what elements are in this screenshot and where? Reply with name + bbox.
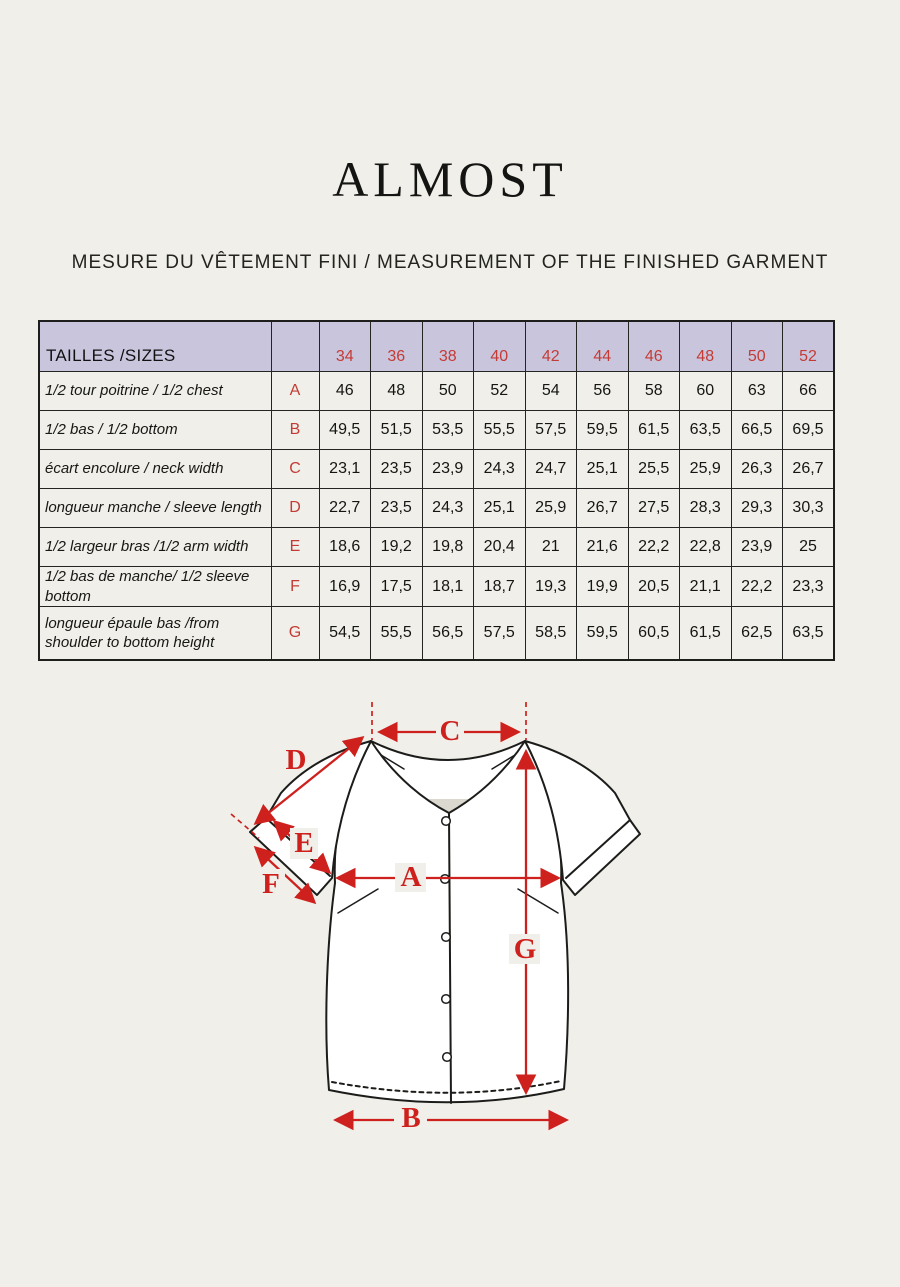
measurement-value: 22,7	[319, 489, 371, 528]
measurement-letter: E	[271, 528, 319, 567]
measurement-value: 19,2	[371, 528, 423, 567]
measurement-row-g	[39, 607, 834, 661]
measurement-value: 49,5	[319, 411, 371, 450]
label-c: C	[439, 715, 461, 747]
size-column-header: 44	[577, 321, 629, 372]
measurement-value: 52	[474, 372, 526, 411]
measurement-value: 25,9	[525, 489, 577, 528]
shirt-body	[326, 741, 568, 1102]
brand-title: ALMOST	[332, 151, 568, 207]
size-column-header: 40	[474, 321, 526, 372]
measurement-value: 16,9	[319, 567, 371, 607]
shirt-outline	[250, 741, 640, 1103]
measurement-value: 22,8	[680, 528, 732, 567]
measurement-letter: B	[271, 411, 319, 450]
label-d: D	[285, 744, 307, 776]
measurement-value: 22,2	[628, 528, 680, 567]
measurement-value: 21	[525, 528, 577, 567]
label-f: F	[262, 868, 280, 900]
measurement-value: 61,5	[680, 607, 732, 661]
measurement-label: 1/2 bas de manche/ 1/2 sleeve bottom	[39, 567, 271, 607]
measurement-value: 61,5	[628, 411, 680, 450]
measurement-value: 18,7	[474, 567, 526, 607]
measurement-letter: D	[271, 489, 319, 528]
measurement-value: 24,3	[474, 450, 526, 489]
buttonhole	[442, 817, 451, 826]
measurement-value: 25,1	[474, 489, 526, 528]
measurement-value: 57,5	[474, 607, 526, 661]
label-a: A	[400, 861, 422, 893]
label-g: G	[513, 933, 537, 965]
measurement-value: 21,6	[577, 528, 629, 567]
measurement-row-a	[39, 372, 834, 411]
measurement-value: 55,5	[371, 607, 423, 661]
measurement-value: 25,5	[628, 450, 680, 489]
measurement-value: 62,5	[731, 607, 783, 661]
table-header-row	[39, 321, 834, 372]
button	[442, 933, 451, 942]
button	[443, 1053, 452, 1062]
measurement-value: 60	[680, 372, 732, 411]
measurement-value: 57,5	[525, 411, 577, 450]
label-b: B	[401, 1102, 421, 1134]
size-column-header: 34	[319, 321, 371, 372]
label-e: E	[294, 827, 314, 859]
measurement-value: 19,9	[577, 567, 629, 607]
measurement-value: 50	[422, 372, 474, 411]
garment-diagram	[0, 680, 900, 1150]
measurement-value: 26,7	[577, 489, 629, 528]
table-header-label: TAILLES /SIZES	[39, 321, 271, 372]
measurement-label: 1/2 tour poitrine / 1/2 chest	[39, 372, 271, 411]
measurement-value: 19,8	[422, 528, 474, 567]
measurement-value: 51,5	[371, 411, 423, 450]
subtitle: MESURE DU VÊTEMENT FINI / MEASUREMENT OF THE FINISHED GARMENT	[71, 252, 829, 273]
measurement-value: 23,9	[422, 450, 474, 489]
measurement-row-f	[39, 567, 834, 607]
measurement-value: 19,3	[525, 567, 577, 607]
measurement-label: longueur manche / sleeve length	[39, 489, 271, 528]
measurement-value: 54,5	[319, 607, 371, 661]
size-column-header: 46	[628, 321, 680, 372]
measurement-row-e	[39, 528, 834, 567]
measurement-value: 25	[783, 528, 835, 567]
measurement-value: 26,7	[783, 450, 835, 489]
measurement-letter: F	[271, 567, 319, 607]
measurement-value: 56	[577, 372, 629, 411]
measurement-row-b	[39, 411, 834, 450]
measurement-letter: G	[271, 607, 319, 661]
measurement-value: 53,5	[422, 411, 474, 450]
measurement-value: 66	[783, 372, 835, 411]
size-column-header: 42	[525, 321, 577, 372]
measurement-value: 63,5	[680, 411, 732, 450]
measurement-letter: A	[271, 372, 319, 411]
measurement-value: 18,6	[319, 528, 371, 567]
measurement-row-d	[39, 489, 834, 528]
measurement-value: 20,5	[628, 567, 680, 607]
measurement-value: 28,3	[680, 489, 732, 528]
measurement-value: 17,5	[371, 567, 423, 607]
measurement-value: 22,2	[731, 567, 783, 607]
measurement-label: longueur épaule bas /from shoulder to bottom height	[39, 607, 271, 661]
measurement-value: 46	[319, 372, 371, 411]
measurement-value: 56,5	[422, 607, 474, 661]
measurement-label: 1/2 largeur bras /1/2 arm width	[39, 528, 271, 567]
measurement-value: 25,1	[577, 450, 629, 489]
measurement-value: 20,4	[474, 528, 526, 567]
size-column-header: 52	[783, 321, 835, 372]
button	[442, 995, 451, 1004]
measurement-value: 21,1	[680, 567, 732, 607]
measurement-value: 24,3	[422, 489, 474, 528]
measurement-value: 23,9	[731, 528, 783, 567]
sleeve-extension-line	[231, 814, 259, 838]
measurement-value: 26,3	[731, 450, 783, 489]
measurement-letter: C	[271, 450, 319, 489]
measurement-value: 58,5	[525, 607, 577, 661]
measurement-value: 25,9	[680, 450, 732, 489]
measurement-value: 27,5	[628, 489, 680, 528]
measurement-value: 66,5	[731, 411, 783, 450]
measurement-value: 58	[628, 372, 680, 411]
measurement-value: 23,5	[371, 489, 423, 528]
measurement-value: 69,5	[783, 411, 835, 450]
measurement-value: 23,5	[371, 450, 423, 489]
measurement-value: 30,3	[783, 489, 835, 528]
measurement-value: 60,5	[628, 607, 680, 661]
measurement-value: 23,3	[783, 567, 835, 607]
size-column-header: 36	[371, 321, 423, 372]
measurement-value: 23,1	[319, 450, 371, 489]
measurement-table	[38, 320, 835, 661]
measurement-value: 59,5	[577, 607, 629, 661]
measurement-value: 63	[731, 372, 783, 411]
measurement-label: écart encolure / neck width	[39, 450, 271, 489]
size-column-header: 48	[680, 321, 732, 372]
measurement-row-c	[39, 450, 834, 489]
measurement-value: 29,3	[731, 489, 783, 528]
size-column-header: 50	[731, 321, 783, 372]
measurement-label: 1/2 bas / 1/2 bottom	[39, 411, 271, 450]
table-header-letter-spacer	[271, 321, 319, 372]
measurement-value: 54	[525, 372, 577, 411]
measurement-value: 18,1	[422, 567, 474, 607]
measurement-value: 63,5	[783, 607, 835, 661]
measurement-value: 48	[371, 372, 423, 411]
size-column-header: 38	[422, 321, 474, 372]
measurement-value: 59,5	[577, 411, 629, 450]
measurement-value: 55,5	[474, 411, 526, 450]
measurement-value: 24,7	[525, 450, 577, 489]
